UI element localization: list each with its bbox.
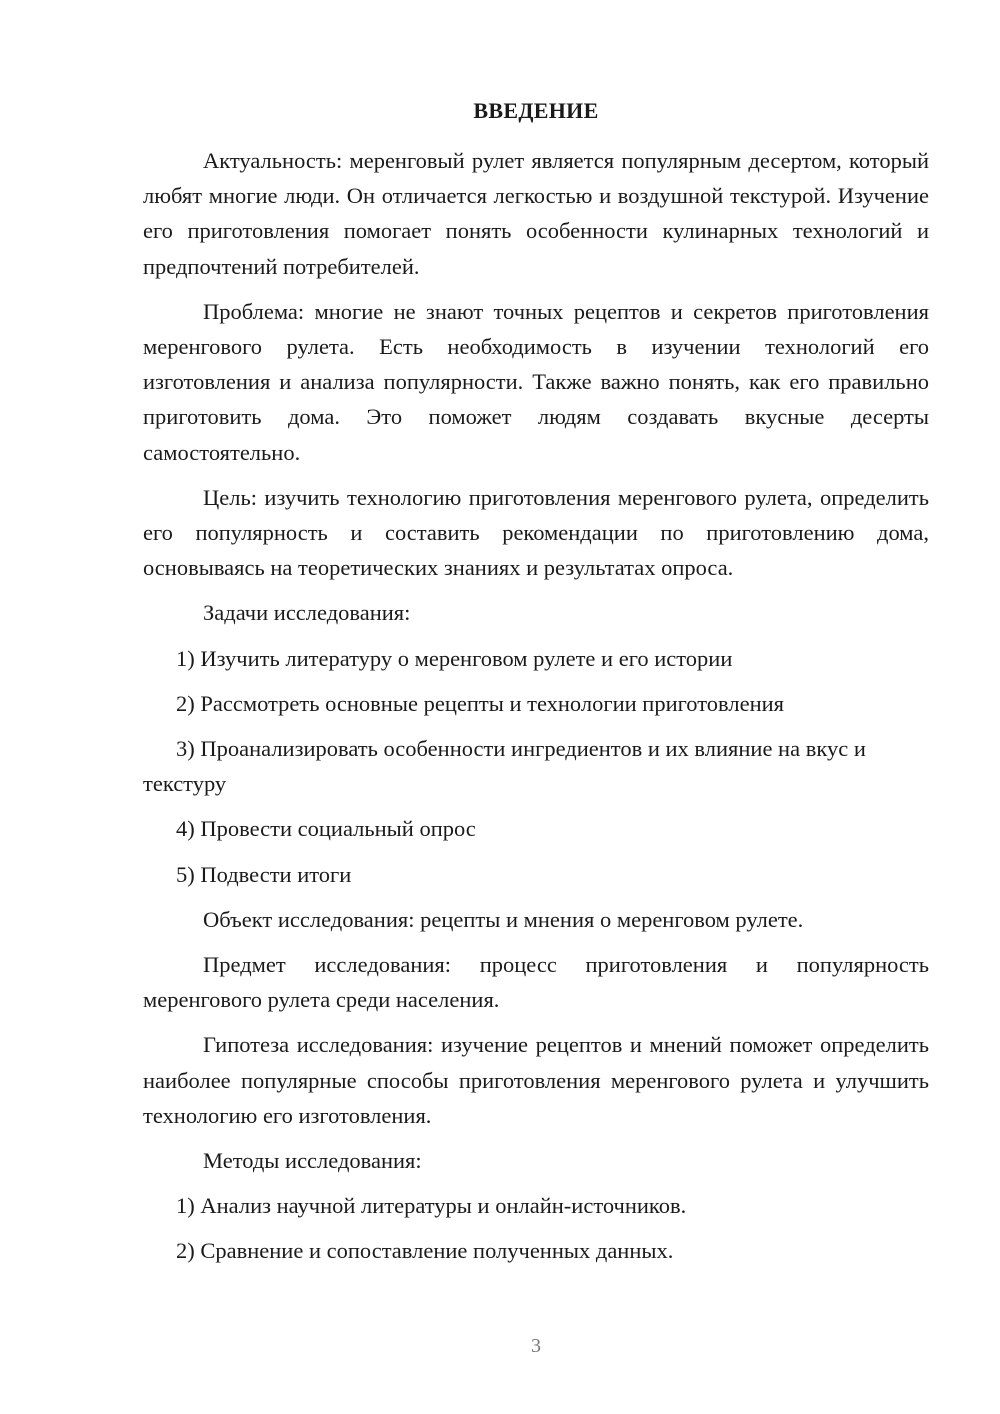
paragraph-methods-heading: Методы исследования: xyxy=(203,1148,422,1174)
task-item-3: 3) Проанализировать особенности ингредиентов и их влияние на вкус и текстуру xyxy=(143,736,866,797)
paragraph-hypothesis: Гипотеза исследования: изучение рецептов и мнений поможет определить наиболее популярные способы приготовления меренгового рулета и улучшить технологию его изготовления. xyxy=(143,1032,929,1128)
paragraph-object: Объект исследования: рецепты и мнения о меренговом рулете. xyxy=(203,906,804,932)
method-item-2: 2) Сравнение и сопоставление полученных данных. xyxy=(176,1238,674,1264)
task-item-5: 5) Подвести итоги xyxy=(176,861,352,887)
paragraph-relevance: Актуальность: меренговый рулет является популярным десертом, который любят многие люди. Он отличается легкостью и воздушной текстурой. Изучение его приготовления помогает понять особенности кулинарных технологий и предпочтений потребителей. xyxy=(143,148,929,279)
page-number: 3 xyxy=(531,1335,541,1357)
task-item-2: 2) Рассмотреть основные рецепты и технологии приготовления xyxy=(176,690,785,716)
paragraph-problem: Проблема: многие не знают точных рецептов и секретов приготовления меренгового рулета. Есть необходимость в изучении технологий его изготовления и анализа популярности. Также важно понять, как его правильно приготовить дома. Это поможет людям создавать вкусные десерты самостоятельно. xyxy=(143,298,929,465)
task-item-1: 1) Изучить литературу о меренговом рулете и его истории xyxy=(176,645,733,671)
section-title: ВВЕДЕНИЕ xyxy=(473,98,599,123)
method-item-1: 1) Анализ научной литературы и онлайн-источников. xyxy=(176,1193,687,1219)
paragraph-tasks-heading: Задачи исследования: xyxy=(203,600,411,626)
task-item-4: 4) Провести социальный опрос xyxy=(176,816,476,842)
paragraph-subject: Предмет исследования: процесс приготовления и популярность меренгового рулета среди населения. xyxy=(143,952,929,1013)
body-text xyxy=(143,143,929,1279)
paragraph-goal: Цель: изучить технологию приготовления меренгового рулета, определить его популярность и составить рекомендации по приготовлению дома, основываясь на теоретических знаниях и результатах опроса. xyxy=(143,484,929,581)
